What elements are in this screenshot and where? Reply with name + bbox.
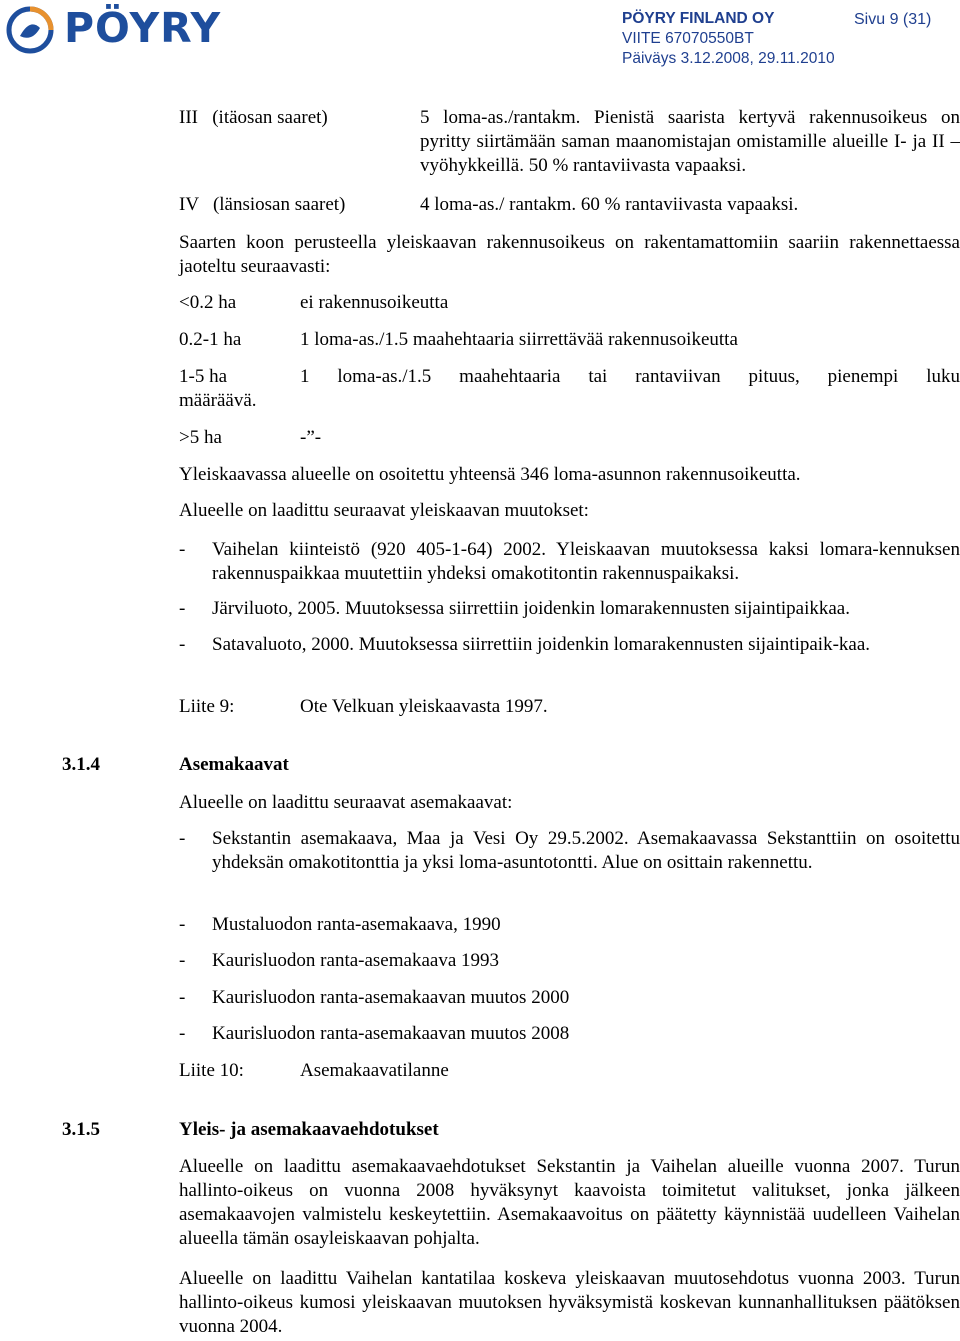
paragraph-plans-intro: Alueelle on laadittu seuraavat asemakaavat: [179, 792, 513, 813]
page-number: Sivu 9 (31) [854, 11, 932, 28]
list-dash: - [179, 634, 186, 655]
size-rule: ei rakennusoikeutta [300, 292, 449, 313]
attachment-text: Ote Velkuan yleiskaavasta 1997. [300, 696, 548, 717]
size-label: >5 ha [179, 427, 222, 448]
zone-text-iii: 5 loma-as./rantakm. Pienistä saarista kertyvä rakennusoikeus on pyritty siirtämään saman maanomistajan omistamille alueille I- ja II – vyöhykkeillä. 50 % rantaviivasta vapaaksi. [420, 107, 960, 176]
list-item: Kaurisluodon ranta-asemakaavan muutos 2008 [212, 1023, 570, 1044]
report-id: VIITE 67070550BT [622, 30, 754, 47]
poyry-logo-icon [6, 6, 54, 54]
size-rule: 1 loma-as./1.5 maahehtaaria tai rantaviivan pituus, pienempi luku [300, 366, 960, 387]
size-label: <0.2 ha [179, 292, 237, 313]
list-dash: - [179, 950, 186, 971]
list-dash: - [179, 914, 186, 935]
zone-label-iv: IV (länsiosan saaret) [179, 194, 346, 215]
list-dash: - [179, 828, 186, 849]
list-dash: - [179, 987, 186, 1008]
logo-wordmark: PÖYRY [64, 4, 222, 52]
list-item: Satavaluoto, 2000. Muutoksessa siirrettiin joidenkin lomarakennusten sijaintipaik-kaa. [212, 634, 871, 655]
list-item: Järviluoto, 2005. Muutoksessa siirrettiin joidenkin lomarakennusten sijaintipaikkaa. [212, 598, 850, 619]
size-rule: -”- [300, 427, 322, 448]
attachment-text: Asemakaavatilanne [300, 1060, 449, 1081]
size-label: 0.2-1 ha [179, 329, 242, 350]
section-number: 3.1.5 [62, 1119, 100, 1140]
intro-sizes: Saarten koon perusteella yleiskaavan rakennusoikeus on rakentamattomiin saariin rakennettaessa jaoteltu seuraavasti: [179, 232, 960, 277]
section-number: 3.1.4 [62, 754, 100, 775]
list-item: Mustaluodon ranta-asemakaava, 1990 [212, 914, 501, 935]
list-dash: - [179, 539, 186, 560]
list-dash: - [179, 598, 186, 619]
list-item: Kaurisluodon ranta-asemakaavan muutos 2000 [212, 987, 570, 1008]
attachment-label: Liite 9: [179, 696, 235, 717]
report-date: Päiväys 3.12.2008, 29.11.2010 [622, 50, 835, 67]
zone-text-iv: 4 loma-as./ rantakm. 60 % rantaviivasta vapaaksi. [420, 194, 799, 215]
size-label: 1-5 ha [179, 366, 228, 387]
company-name: PÖYRY FINLAND OY [622, 10, 775, 27]
paragraph-total: Yleiskaavassa alueelle on osoitettu yhteensä 346 loma-asunnon rakennusoikeutta. [179, 464, 801, 485]
list-item: Vaihelan kiinteistö (920 405-1-64) 2002. Yleiskaavan muutoksessa kaksi lomara-kennuksen rakennuspaikkaa muutettiin yhdeksi omakotitontin rakennuspaikaksi. [212, 539, 960, 584]
section-title: Asemakaavat [179, 754, 289, 775]
paragraph-changes-intro: Alueelle on laadittu seuraavat yleiskaavan muutokset: [179, 500, 589, 521]
attachment-label: Liite 10: [179, 1060, 244, 1081]
list-item: Sekstantin asemakaava, Maa ja Vesi Oy 29.5.2002. Asemakaavassa Sekstanttiin on osoitettu yhdeksän omakotitonttia ja yksi loma-asuntotontti. Alue on osittain rakennettu. [212, 828, 960, 873]
zone-label-iii: III (itäosan saaret) [179, 107, 328, 128]
list-item: Kaurisluodon ranta-asemakaava 1993 [212, 950, 500, 971]
size-rule: 1 loma-as./1.5 maahehtaaria siirrettävää rakennusoikeutta [300, 329, 738, 350]
section-title: Yleis- ja asemakaavaehdotukset [179, 1119, 439, 1140]
paragraph-proposals-2: Alueelle on laadittu Vaihelan kantatilaa koskeva yleiskaavan muutosehdotus vuonna 2003. Turun hallinto-oikeus kumosi yleiskaavan muutoksen hyväksymistä koskevan kunnanhallituksen päätöksen vuonna 2004. [179, 1268, 960, 1337]
paragraph-proposals-1: Alueelle on laadittu asemakaavaehdotukset Sekstantin ja Vaihelan alueille vuonna 2007. Turun hallinto-oikeus on vuonna 2008 hyväksynyt kaavoista toimitetut valitukset, jonka jälkeen asemakaavojen valmistelu keskeytettiin. Asemakaavoitus on päätetty käynnistää uudelleen Vaihelan alueella tämän osayleiskaavan pohjalta. [179, 1156, 960, 1249]
list-dash: - [179, 1023, 186, 1044]
size-rule-continuation: määräävä. [179, 390, 257, 411]
